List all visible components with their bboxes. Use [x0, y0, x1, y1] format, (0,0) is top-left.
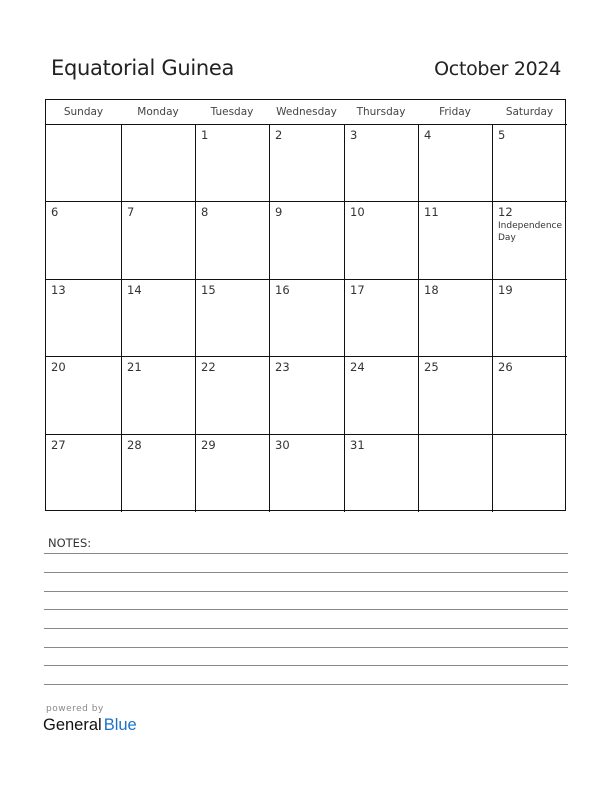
day-cell: [46, 279, 121, 356]
day-cell: [269, 124, 344, 201]
day-number: 19: [498, 283, 513, 297]
day-cell: [121, 279, 195, 356]
day-cell: [195, 124, 269, 201]
day-cell: [344, 434, 418, 512]
day-cell: [121, 201, 195, 279]
day-cell: [344, 124, 418, 201]
note-line: [44, 647, 568, 648]
day-cell: [121, 356, 195, 434]
note-line: [44, 572, 568, 573]
day-number: 27: [51, 438, 66, 452]
day-cell: [195, 356, 269, 434]
day-number: 25: [424, 360, 439, 374]
day-number: 28: [127, 438, 142, 452]
day-number: 11: [424, 205, 439, 219]
day-number: 24: [350, 360, 365, 374]
day-cell: [269, 356, 344, 434]
day-number: 31: [350, 438, 365, 452]
day-cell: [269, 201, 344, 279]
weekday-header: Thursday: [356, 106, 406, 118]
brand-general: General: [43, 716, 102, 734]
day-cell: [418, 356, 492, 434]
day-number: 29: [201, 438, 216, 452]
day-cell: [344, 356, 418, 434]
weekday-header: Friday: [439, 106, 471, 118]
day-cell: [121, 124, 195, 201]
note-line: [44, 591, 568, 592]
day-number: 18: [424, 283, 439, 297]
note-line: [44, 684, 568, 685]
weekday-header: Saturday: [505, 106, 554, 118]
note-line: [44, 665, 568, 666]
note-line: [44, 628, 568, 629]
day-cell: [418, 201, 492, 279]
day-cell: [418, 279, 492, 356]
weekday-header: Wednesday: [276, 106, 337, 118]
day-number: 21: [127, 360, 142, 374]
day-number: 2: [275, 128, 283, 142]
day-number: 10: [350, 205, 365, 219]
day-cell: [418, 434, 492, 512]
day-cell: [195, 201, 269, 279]
day-number: 7: [127, 205, 135, 219]
day-number: 1: [201, 128, 209, 142]
day-number: 6: [51, 205, 59, 219]
day-cell: [492, 356, 567, 434]
day-cell: [46, 356, 121, 434]
day-cell: [46, 434, 121, 512]
day-number: 8: [201, 205, 209, 219]
notes-label: NOTES:: [48, 536, 92, 550]
day-number: 16: [275, 283, 290, 297]
brand-blue: Blue: [103, 716, 137, 734]
day-number: 3: [350, 128, 358, 142]
day-cell: [269, 279, 344, 356]
day-cell: [344, 279, 418, 356]
day-cell: [344, 201, 418, 279]
weekday-header: Tuesday: [210, 106, 254, 118]
holiday-event: Independence Day: [498, 221, 563, 243]
day-number: 4: [424, 128, 432, 142]
day-cell: [492, 124, 567, 201]
month-title: October 2024: [434, 58, 561, 80]
day-number: 17: [350, 283, 365, 297]
note-line: [44, 609, 568, 610]
day-cell: [195, 434, 269, 512]
day-cell: [492, 279, 567, 356]
day-number: 26: [498, 360, 513, 374]
day-number: 22: [201, 360, 216, 374]
generalblue-logo: [43, 716, 137, 735]
day-number: 5: [498, 128, 506, 142]
day-cell: [492, 201, 567, 279]
day-cell: [46, 124, 121, 201]
day-number: 20: [51, 360, 66, 374]
day-number: 12: [498, 205, 513, 219]
note-line: [44, 553, 568, 554]
day-cell: [46, 201, 121, 279]
day-number: 9: [275, 205, 283, 219]
day-number: 14: [127, 283, 142, 297]
calendar-grid: [45, 99, 566, 511]
day-number: 13: [51, 283, 66, 297]
day-cell: [121, 434, 195, 512]
day-number: 15: [201, 283, 216, 297]
country-title: Equatorial Guinea: [51, 56, 235, 80]
day-number: 30: [275, 438, 290, 452]
weekday-header: Monday: [137, 106, 179, 118]
day-number: 23: [275, 360, 290, 374]
weekday-header: Sunday: [63, 106, 104, 118]
day-cell: [492, 434, 567, 512]
day-cell: [269, 434, 344, 512]
powered-by-text: powered by: [46, 704, 104, 714]
day-cell: [195, 279, 269, 356]
day-cell: [418, 124, 492, 201]
